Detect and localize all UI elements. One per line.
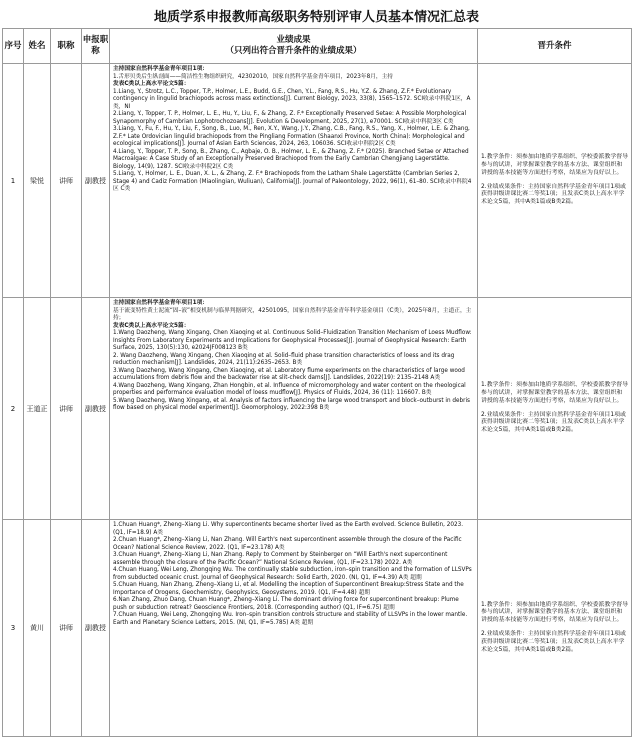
table-row <box>3 64 632 298</box>
summary-table <box>2 28 632 737</box>
condition-line: 1.教学条件：须参加由地质学系组织、学校委派教学督导参与的试讲，对掌握课堂教学的基本方法、课堂组织和讲授的基本技能等方面进行考察，结果应为良好以上。 <box>481 382 628 404</box>
table-row <box>3 298 632 520</box>
achievement-line: 4.Wang Daozheng, Wang Xingang, Zhan Hongbin, et al. Influence of micromorphology and water content on the rheological properties and performance evaluation model of loess mudflow[J]. Physics of Fluids, 2024, 36 (11): 116607. B类 <box>113 382 466 396</box>
achievement-line: 发表C类以上高水平论文5篇： <box>113 322 190 329</box>
cell-conditions <box>478 298 632 520</box>
condition-line: 2.业绩成果条件：主持国家自然科学基金青年项目1项或获得讲级讲课比赛二等奖1项；且发表C类以上高水平学术论文5篇，其中A类1篇或B类2篇。 <box>481 183 626 206</box>
achievement-line: 4.Chuan Huang, Wei Leng, Zhongqing Wu. The continually stable subduction, iron–spin transition and the formation of LLSVPs from subducted oceanic crust. Journal of Geophysical Research: Solid Earth, 2020. (NI, Q1, IF=4.39) A类 超期 <box>113 567 472 581</box>
header-achievements-note: （只列出符合晋升条件的业绩成果） <box>225 46 362 56</box>
achievement-line: 3.Liang, Y., Fu, F., Hu, Y., Liu, F., Song, B., Luo, M., Ren, X.Y., Wang, J.Y., Zhang, C.B., Fang, R.S., Yang, X., Holmer, L.E. & Zhang, Z.F.* Late Ordovician lingulid brachiopods from the Pingliang Formation (Shaanxi Province, North China): Morphological and ecological implications[J]. Journal of Asian Earth Sciences, 2024, 263, 106036. SCI收录中科院2区 C类 <box>113 126 470 147</box>
achievement-line: 1.Wang Daozheng, Wang Xingang, Chen Xiaoqing et al. Continuous Solid–Fluidization Transition Mechanism of Loess Mudflow: Insights From Laboratory Experiments and Implications for Geophysical Processes[J]. Journal of Geophysical Research: Earth Surface, 2025, 130(5):130, e2024JF008123 B类 <box>113 330 472 351</box>
header-name: 姓名 <box>24 29 51 64</box>
cell-conditions <box>478 520 632 737</box>
cell-apply: 副教授 <box>82 520 110 737</box>
achievement-line: 6.Nan Zhang, Zhuo Dang, Chuan Huang*, Zheng–Xiang Li. The dominant driving force for supercontinent breakup: Plume push or subduction retreat? Geoscience Frontiers, 2018. (Corresponding author) (Q1, IF=6.75) 超期 <box>113 597 459 611</box>
header-achievements <box>110 29 478 64</box>
achievement-line: 3.Wang Daozheng, Wang Xingang, Chen Xiaoqing, et al. Laboratory flume experiments on the characteristics of large wood accumulations from debris flow and the backwater rise at slit-check dams[J]. Landslides, 2022(19): 2135–2148 A类 <box>113 367 465 381</box>
cell-achievements <box>110 64 478 298</box>
condition-line: 1.教学条件：须参加由地质学系组织、学校委派教学督导参与的试讲，对掌握课堂教学的基本方法、课堂组织和讲授的基本技能等方面进行考察，结果应为良好以上。 <box>481 601 628 624</box>
cell-achievements <box>110 520 478 737</box>
achievement-line: 3.Chuan Huang*, Zheng–Xiang Li, Nan Zhang. Reply to Comment by Steinberger on “Will Earth's next supercontinent assemble through the closure of the Pacific Ocean?” National Science Review, (Q1, IF=23.178) 2022. A类 <box>113 552 448 566</box>
condition-line: 2.业绩成果条件：主持国家自然科学基金青年项目1项或获得讲级讲课比赛二等奖1项；且发表C类以上高水平学术论文5篇，其中A类1篇或B类2篇。 <box>481 631 626 653</box>
cell-apply: 副教授 <box>82 298 110 520</box>
cell-apply: 副教授 <box>82 64 110 298</box>
header-achievements-label: 业绩成果 <box>276 35 311 45</box>
cell-name: 梁悦 <box>24 64 51 298</box>
cell-no: 2 <box>3 298 24 520</box>
achievement-line: 主持国家自然科学基金青年项目1项： <box>113 300 208 306</box>
header-apply: 申报职称 <box>82 29 110 64</box>
achievement-line: 7.Chuan Huang, Wei Leng, Zhongqing Wu. Iron–spin transition controls structure and stability of LLSVPs in the lower mantle. Earth and Planetary Science Letters, 2015. (NI, Q1, IF=5.785) A类 超期 <box>113 612 468 626</box>
achievement-line: 5.Chuan Huang, Nan Zhang, Zheng–Xiang Li, et al. Modelling the inception of Supercontinent Breakup:Stress State and the Importance of Orogens, Geochemistry, Geophysics, Geosystems, 2019. (Q1, IF=4.48) 超期 <box>113 582 464 596</box>
cell-achievements <box>110 298 478 520</box>
header-row <box>3 29 632 64</box>
cell-name: 王道正 <box>24 298 51 520</box>
cell-no: 3 <box>3 520 24 737</box>
achievement-line: 5.Liang, Y., Holmer, L. E., Duan, X. L., & Zhang, Z. F.* Brachiopods from the Latham Shale Lagerstätte (Cambrian Series 2, Stage 4) and Cadiz Formation (Miaolingian, Wuliuan), California[J]. Journal of Paleontology, 2022, 96(1), 61–80. SCI收录中科院4区 C类 <box>113 171 472 192</box>
table-row <box>3 520 632 737</box>
header-conditions: 晋升条件 <box>478 29 632 64</box>
cell-title: 讲师 <box>51 64 82 298</box>
achievement-line: 基于流变特性黄土泥流“固–液”相变机制与临界判据研究，42501095，国家自然科学基金青年科学基金项目（C类），2025年8月，主道正，主持； <box>113 307 472 321</box>
header-no: 序号 <box>3 29 24 64</box>
achievement-line: 1.Chuan Huang*, Zheng–Xiang Li. Why supercontinents became shorter lived as the Earth evolved. Science Bulletin, 2023. (Q1, IF=18.9) A类 <box>113 522 464 536</box>
cell-name: 黄川 <box>24 520 51 737</box>
document-title: 地质学系申报教师高级职务特别评审人员基本情况汇总表 <box>153 10 479 25</box>
achievement-line: 发表C类以上高水平论文5篇： <box>113 81 190 87</box>
achievement-line: 2.Chuan Huang*, Zheng–Xiang Li, Nan Zhang. Will Earth's next supercontinent assemble through the closure of the Pacific Ocean? National Science Review, 2022. (Q1, IF=23.178) A类 <box>113 537 462 551</box>
achievement-line: 2.Liang, Y., Topper, T. P., Holmer, L. E., Hu, Y., Liu, F., & Zhang, Z. F.* Exceptionally Preserved Setae: A Possible Morphological Synapomorphy of Cambrian Lophotrochozoans[J]. Evolution & Development, 2025, 27(1), e70001. SCI收录中科院3区 C类 <box>113 111 467 125</box>
achievement-line: 5.Wang Daozheng, Wang Xingang, et al. Analysis of factors influencing the large wood transport and block–outburst in debris flow based on physical model experiment[J]. Geomorphology, 2022:398 B类 <box>113 397 471 411</box>
achievement-line: 4.Liang, Y., Topper, T. P., Song, B., Zhang, C., Agbaje, O. B., Holmer, L. E., & Zhang, Z. F.* (2025). Branched Setae or Attached Macroalgae: A Case Study of an Exceptionally Preserved Brachiopod from the Early Cambrian Chengjiang Lagerstätte. Biology, 14(9), 1287. SCI收录中科院2区 C类 <box>113 148 469 170</box>
condition-line: 1.教学条件：须参加由地质学系组织、学校委派教学督导参与的试讲，对掌握课堂教学的基本方法、课堂组织和讲授的基本技能等方面进行考察，结果应为良好以上。 <box>481 154 628 176</box>
cell-title: 讲师 <box>51 298 82 520</box>
achievement-line: 1.Liang, Y., Strotz, L.C., Topper, T.P., Holmer, L.E., Budd, G.E., Chen, Y.L., Fang, R.S., Hu, Y.Z. & Zhang, Z.F.* Evolutionary contingency in lingulid brachiopods across mass extinctions[J]. Current Biology, 2023, 33(8), 1565–1572. SCI收录中科院1区，A类，NI <box>113 88 471 110</box>
cell-no: 1 <box>3 64 24 298</box>
cell-title: 讲师 <box>51 520 82 737</box>
achievement-line: 主持国家自然科学基金青年项目1项： <box>113 66 208 72</box>
cell-conditions <box>478 64 632 298</box>
condition-line: 2.业绩成果条件：主持国家自然科学基金青年项目1项或获得讲级讲课比赛二等奖1项；且发表C类以上高水平学术论文5篇，其中A类1篇或B类2篇。 <box>481 411 626 434</box>
achievement-line: 1.舌形贝类后生纵剖面——简洁性生物组织研究，42302010，国家自然科学基金青年项目，2023年8月，主持 <box>113 73 393 80</box>
header-title: 职称 <box>51 29 82 64</box>
achievement-line: 2. Wang Daozheng, Wang Xingang, Chen Xiaoqing et al. Solid–fluid phase transition characteristics of loess and its drag reduction mechanism[J]. Landslides, 2024, 21(11):2635–2653. B类 <box>113 352 455 366</box>
